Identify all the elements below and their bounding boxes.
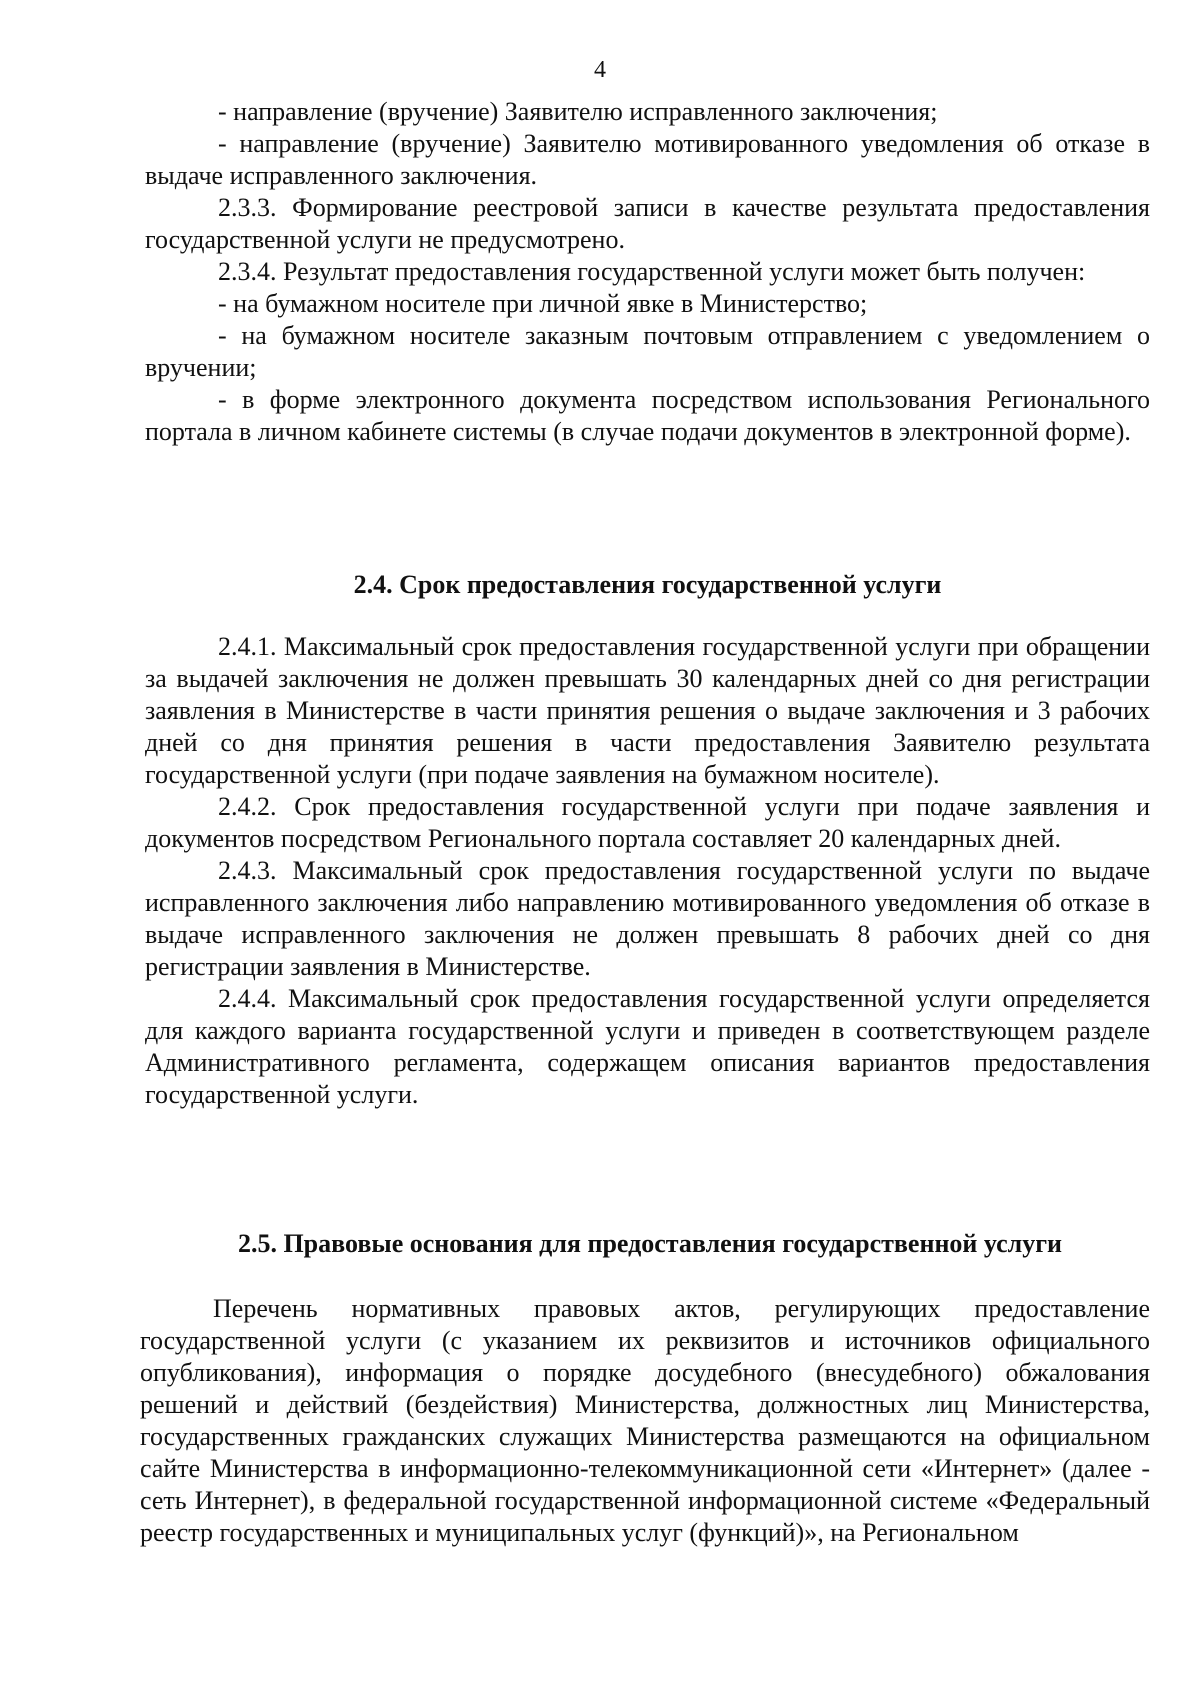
section-2-4-heading: 2.4. Срок предоставления государственной услуги	[353, 570, 942, 599]
paragraph: 2.3.3. Формирование реестровой записи в качестве результата предоставления государственной услуги не предусмотрено.	[145, 193, 1150, 254]
page-number: 4	[594, 57, 606, 83]
paragraph: 2.4.1. Максимальный срок предоставления государственной услуги при обращении за выдачей заключения не должен превышать 30 календарных дней со дня регистрации заявления в Министерстве в части принятия решения о выдаче заключения и 3 рабочих дней со дня принятия решения в части предоставления Заявителю результата государственной услуги (при подаче заявления на бумажном носителе).	[145, 632, 1150, 789]
paragraph: - направление (вручение) Заявителю исправленного заключения;	[218, 97, 938, 126]
paragraph: - направление (вручение) Заявителю мотивированного уведомления об отказе в выдаче исправленного заключения.	[145, 129, 1150, 190]
paragraph: - в форме электронного документа посредством использования Регионального портала в личном кабинете системы (в случае подачи документов в электронной форме).	[145, 385, 1150, 446]
section-2-4-text	[145, 631, 1150, 1111]
paragraph: 2.4.3. Максимальный срок предоставления государственной услуги по выдаче исправленного заключения либо направлению мотивированного уведомления об отказе в выдаче исправленного заключения не должен превышать 8 рабочих дней со дня регистрации заявления в Министерстве.	[145, 856, 1150, 981]
paragraph: - на бумажном носителе заказным почтовым отправлением с уведомлением о вручении;	[145, 321, 1150, 382]
section-2-3-text	[145, 96, 1150, 448]
paragraph: - на бумажном носителе при личной явке в Министерство;	[218, 289, 868, 318]
paragraph: Перечень нормативных правовых актов, регулирующих предоставление государственной услуги (с указанием их реквизитов и источников официального опубликования), информация о порядке досудебного (внесудебного) обжалования решений и действий (бездействия) Министерства, должностных лиц Министерства, государственных гражданских служащих Министерства размещаются на официальном сайте Министерства в информационно-телекоммуникационной сети «Интернет» (далее - сеть Интернет), в федеральной государственной информационной системе «Федеральный реестр государственных и муниципальных услуг (функций)», на Региональном	[140, 1294, 1150, 1547]
paragraph: 2.3.4. Результат предоставления государственной услуги может быть получен:	[218, 257, 1086, 286]
paragraph: 2.4.2. Срок предоставления государственной услуги при подаче заявления и документов посредством Регионального портала составляет 20 календарных дней.	[145, 792, 1150, 853]
paragraph: 2.4.4. Максимальный срок предоставления государственной услуги определяется для каждого варианта государственной услуги и приведен в соответствующем разделе Административного регламента, содержащем описания вариантов предоставления государственной услуги.	[145, 984, 1150, 1109]
section-2-5-text	[140, 1293, 1150, 1549]
section-2-5-heading: 2.5. Правовые основания для предоставления государственной услуги	[237, 1229, 1063, 1258]
